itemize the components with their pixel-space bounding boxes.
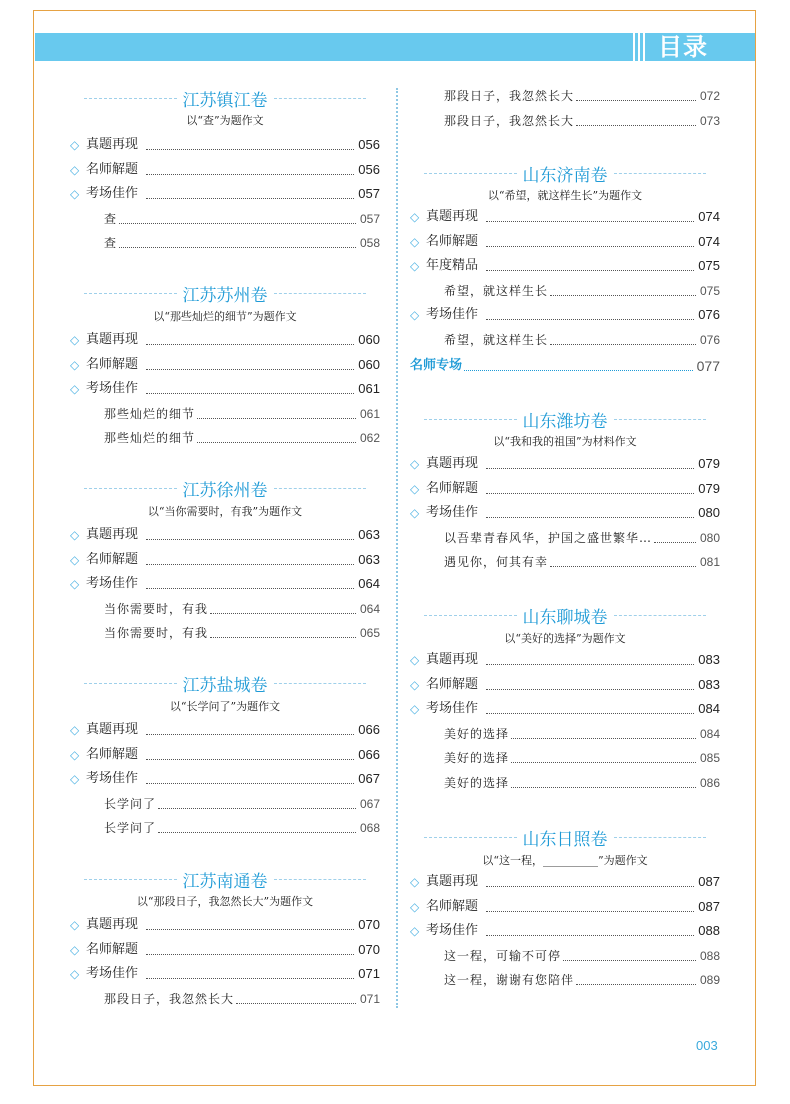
entry-label: 美好的选择	[444, 727, 510, 741]
dashed-rule	[84, 293, 177, 294]
diamond-outline-icon: ◇	[410, 482, 420, 496]
toc-entry[interactable]	[410, 453, 720, 475]
dot-leader	[146, 734, 354, 735]
entry-label: 那段日子，我忽然长大	[104, 992, 235, 1006]
section-subtitle: 以“我和我的祖国”为材料作文	[493, 435, 637, 448]
header-stripes	[633, 33, 653, 61]
entry-label: 名师解题	[426, 677, 479, 692]
dashed-rule	[274, 879, 367, 880]
section-title	[410, 407, 720, 431]
dashed-rule	[614, 173, 707, 174]
entry-label: 考场佳作	[426, 701, 479, 716]
diamond-outline-icon: ◇	[410, 235, 420, 249]
toc-entry[interactable]	[410, 920, 720, 942]
dot-leader	[146, 344, 354, 345]
entry-label: 考场佳作	[86, 576, 139, 591]
toc-entry[interactable]	[410, 255, 720, 277]
toc-subentry[interactable]	[70, 598, 380, 620]
entry-page-number: 060	[358, 332, 380, 347]
dot-leader	[146, 564, 354, 565]
entry-page-number: 060	[358, 357, 380, 372]
toc-entry[interactable]	[70, 719, 380, 741]
dashed-rule	[84, 488, 177, 489]
dot-leader	[146, 198, 354, 199]
dashed-rule	[274, 488, 367, 489]
entry-page-number: 064	[359, 602, 380, 616]
toc-subentry[interactable]	[410, 772, 720, 794]
dot-leader	[576, 984, 696, 985]
entry-label: 考场佳作	[426, 307, 479, 322]
section-subtitle: 以“这一程，__________”为题作文	[482, 854, 648, 867]
toc-entry[interactable]	[70, 939, 380, 961]
dot-leader	[146, 588, 354, 589]
diamond-outline-icon: ◇	[70, 358, 80, 372]
dot-leader	[119, 223, 356, 224]
entry-label: 美好的选择	[444, 776, 510, 790]
entry-label: 希望，就这样生长	[444, 333, 549, 347]
toc-entry[interactable]	[70, 524, 380, 546]
dot-leader	[146, 369, 354, 370]
dot-leader	[146, 393, 354, 394]
section-title	[410, 825, 720, 849]
diamond-outline-icon: ◇	[410, 506, 420, 520]
diamond-outline-icon: ◇	[410, 678, 420, 692]
entry-label: 真题再现	[426, 652, 479, 667]
entry-label: 真题再现	[86, 527, 139, 542]
diamond-outline-icon: ◇	[70, 918, 80, 932]
toc-subentry[interactable]	[410, 747, 720, 769]
toc-subentry[interactable]	[70, 622, 380, 644]
dot-leader	[486, 935, 694, 936]
toc-subentry[interactable]	[410, 551, 720, 573]
entry-page-number: 064	[358, 576, 380, 591]
dashed-rule	[424, 837, 517, 838]
toc-subentry[interactable]	[410, 329, 720, 351]
entry-page-number: 081	[699, 555, 720, 569]
entry-page-number: 084	[699, 727, 720, 741]
diamond-outline-icon: ◇	[410, 259, 420, 273]
section-title	[70, 867, 380, 891]
toc-entry[interactable]	[410, 478, 720, 500]
toc-entry[interactable]	[70, 378, 380, 400]
entry-page-number: 085	[699, 751, 720, 765]
toc-entry[interactable]	[70, 134, 380, 156]
diamond-outline-icon: ◇	[70, 138, 80, 152]
toc-subentry[interactable]	[70, 232, 380, 254]
dot-leader	[576, 100, 696, 101]
diamond-outline-icon: ◇	[70, 723, 80, 737]
diamond-outline-icon: ◇	[70, 748, 80, 762]
entry-page-number: 067	[358, 771, 380, 786]
toc-entry[interactable]	[70, 914, 380, 936]
entry-page-number: 087	[698, 899, 720, 914]
entry-page-number: 074	[698, 234, 720, 249]
entry-page-number: 072	[699, 89, 720, 103]
dot-leader	[197, 418, 356, 419]
dot-leader	[146, 783, 354, 784]
entry-page-number: 080	[699, 531, 720, 545]
toc-entry[interactable]	[70, 963, 380, 985]
toc-entry[interactable]	[410, 674, 720, 696]
toc-entry[interactable]	[410, 206, 720, 228]
section-title	[410, 603, 720, 627]
diamond-outline-icon: ◇	[410, 457, 420, 471]
toc-subentry[interactable]	[70, 208, 380, 230]
section-title	[410, 161, 720, 185]
entry-label: 希望，就这样生长	[444, 284, 549, 298]
dashed-rule	[274, 98, 367, 99]
toc-subentry[interactable]	[410, 527, 720, 549]
diamond-outline-icon: ◇	[410, 653, 420, 667]
entry-page-number: 067	[359, 797, 380, 811]
entry-label: 年度精品	[426, 258, 479, 273]
page-title: 目录	[658, 33, 708, 61]
entry-label: 那段日子，我忽然长大	[444, 89, 575, 103]
entry-page-number: 075	[698, 258, 720, 273]
diamond-outline-icon: ◇	[410, 900, 420, 914]
entry-page-number: 080	[698, 505, 720, 520]
entry-page-number: 061	[358, 381, 380, 396]
toc-subentry[interactable]	[410, 723, 720, 745]
entry-page-number: 089	[699, 973, 720, 987]
dot-leader	[146, 929, 354, 930]
dashed-rule	[424, 419, 517, 420]
entry-page-number: 070	[358, 942, 380, 957]
toc-entry[interactable]	[410, 231, 720, 253]
entry-label: 长学问了	[104, 821, 157, 835]
column-divider	[396, 88, 398, 1008]
entry-label: 查	[104, 212, 118, 226]
toc-subentry[interactable]	[410, 969, 720, 991]
dot-leader	[146, 978, 354, 979]
toc-entry[interactable]	[70, 159, 380, 181]
section-title	[70, 86, 380, 110]
toc-subentry[interactable]	[70, 988, 380, 1010]
toc-subentry[interactable]	[410, 85, 720, 107]
toc-entry[interactable]	[70, 744, 380, 766]
diamond-outline-icon: ◇	[70, 333, 80, 347]
footer-page-number: 003	[696, 1038, 718, 1053]
dot-leader	[486, 911, 694, 912]
dashed-rule	[614, 615, 707, 616]
dot-leader	[236, 1003, 356, 1004]
dot-leader	[563, 960, 696, 961]
toc-subentry[interactable]	[70, 427, 380, 449]
entry-label: 以吾辈青春风华，护国之盛世繁华…	[444, 531, 653, 545]
entry-label: 考场佳作	[86, 186, 139, 201]
dot-leader	[146, 149, 354, 150]
dot-leader	[550, 295, 696, 296]
entry-label: 考场佳作	[86, 381, 139, 396]
dot-leader	[486, 493, 694, 494]
toc-special-entry[interactable]	[410, 355, 720, 377]
entry-label: 名师解题	[426, 481, 479, 496]
entry-label: 这一程，谢谢有您陪伴	[444, 973, 575, 987]
entry-page-number: 079	[698, 481, 720, 496]
diamond-outline-icon: ◇	[70, 163, 80, 177]
entry-label: 当你需要时，有我	[104, 602, 209, 616]
toc-entry[interactable]	[410, 649, 720, 671]
section-subtitle: 以“希望，就这样生长”为题作文	[487, 189, 643, 202]
entry-label: 这一程，可输不可停	[444, 949, 562, 963]
entry-page-number: 063	[358, 527, 380, 542]
diamond-outline-icon: ◇	[70, 967, 80, 981]
entry-label: 真题再现	[426, 874, 479, 889]
dot-leader	[486, 221, 694, 222]
section-subtitle: 以“那段日子，我忽然长大”为题作文	[136, 895, 314, 908]
entry-page-number: 083	[698, 677, 720, 692]
toc-subentry[interactable]	[70, 403, 380, 425]
entry-page-number: 066	[358, 747, 380, 762]
entry-label: 考场佳作	[86, 771, 139, 786]
dot-leader	[511, 762, 696, 763]
entry-label: 那些灿烂的细节	[104, 407, 196, 421]
diamond-outline-icon: ◇	[410, 924, 420, 938]
entry-page-number: 063	[358, 552, 380, 567]
entry-label: 真题再现	[86, 137, 139, 152]
entry-page-number: 068	[359, 821, 380, 835]
toc-entry[interactable]	[410, 871, 720, 893]
section-name: 江苏徐州卷	[182, 480, 268, 501]
entry-label: 名师解题	[86, 357, 139, 372]
entry-page-number: 088	[698, 923, 720, 938]
toc-entry[interactable]	[70, 183, 380, 205]
entry-page-number: 073	[699, 114, 720, 128]
dot-leader	[511, 738, 696, 739]
dot-leader	[210, 613, 356, 614]
section-subtitle: 以“查”为题作文	[186, 114, 264, 127]
section-subtitle: 以“当你需要时，有我”为题作文	[147, 505, 303, 518]
toc-entry[interactable]	[70, 549, 380, 571]
toc-subentry[interactable]	[70, 793, 380, 815]
dashed-rule	[274, 683, 367, 684]
dot-leader	[486, 664, 694, 665]
section-name: 江苏南通卷	[182, 871, 268, 892]
dashed-rule	[84, 683, 177, 684]
diamond-outline-icon: ◇	[70, 577, 80, 591]
dot-leader	[486, 468, 694, 469]
entry-label: 那段日子，我忽然长大	[444, 114, 575, 128]
entry-page-number: 061	[359, 407, 380, 421]
entry-label: 考场佳作	[86, 966, 139, 981]
entry-page-number: 086	[699, 776, 720, 790]
entry-page-number: 087	[698, 874, 720, 889]
toc-entry[interactable]	[410, 304, 720, 326]
diamond-outline-icon: ◇	[410, 308, 420, 322]
dot-leader	[654, 542, 696, 543]
entry-label: 美好的选择	[444, 751, 510, 765]
entry-label: 真题再现	[426, 456, 479, 471]
entry-label: 名师解题	[426, 234, 479, 249]
toc-entry[interactable]	[70, 329, 380, 351]
dot-leader	[464, 370, 693, 371]
entry-label: 名师解题	[86, 552, 139, 567]
dot-leader	[576, 125, 696, 126]
section-name: 山东日照卷	[522, 829, 608, 850]
entry-page-number: 062	[359, 431, 380, 445]
section-subtitle: 以“那些灿烂的细节”为题作文	[153, 310, 297, 323]
entry-label: 长学问了	[104, 797, 157, 811]
entry-page-number: 057	[358, 186, 380, 201]
section-name: 江苏盐城卷	[182, 675, 268, 696]
dashed-rule	[614, 419, 707, 420]
entry-page-number: 071	[359, 992, 380, 1006]
dot-leader	[486, 319, 694, 320]
section-subtitle: 以“长学问了”为题作文	[169, 700, 281, 713]
dot-leader	[486, 886, 694, 887]
dashed-rule	[84, 98, 177, 99]
entry-page-number: 075	[699, 284, 720, 298]
section-title	[70, 671, 380, 695]
entry-page-number: 079	[698, 456, 720, 471]
section-name: 山东聊城卷	[522, 607, 608, 628]
section-title	[70, 281, 380, 305]
entry-label: 真题再现	[86, 332, 139, 347]
toc-subentry[interactable]	[410, 945, 720, 967]
entry-page-number: 058	[359, 236, 380, 250]
entry-label: 名师解题	[426, 899, 479, 914]
dot-leader	[158, 832, 356, 833]
entry-label: 真题再现	[86, 917, 139, 932]
dot-leader	[158, 808, 356, 809]
dot-leader	[511, 787, 696, 788]
entry-page-number: 084	[698, 701, 720, 716]
diamond-outline-icon: ◇	[70, 772, 80, 786]
diamond-outline-icon: ◇	[70, 528, 80, 542]
section-title	[70, 476, 380, 500]
dot-leader	[486, 517, 694, 518]
section-name: 江苏镇江卷	[182, 90, 268, 111]
section-name: 山东潍坊卷	[522, 411, 608, 432]
entry-label: 查	[104, 236, 118, 250]
diamond-outline-icon: ◇	[70, 943, 80, 957]
special-label: 名师专场	[410, 358, 463, 373]
dot-leader	[550, 344, 696, 345]
entry-page-number: 065	[359, 626, 380, 640]
diamond-outline-icon: ◇	[70, 187, 80, 201]
entry-page-number: 074	[698, 209, 720, 224]
diamond-outline-icon: ◇	[70, 382, 80, 396]
diamond-outline-icon: ◇	[410, 210, 420, 224]
entry-page-number: 076	[698, 307, 720, 322]
toc-subentry[interactable]	[410, 110, 720, 132]
entry-label: 名师解题	[86, 942, 139, 957]
entry-page-number: 088	[699, 949, 720, 963]
entry-label: 遇见你，何其有幸	[444, 555, 549, 569]
dashed-rule	[84, 879, 177, 880]
entry-label: 真题再现	[426, 209, 479, 224]
diamond-outline-icon: ◇	[410, 875, 420, 889]
diamond-outline-icon: ◇	[70, 553, 80, 567]
dashed-rule	[424, 173, 517, 174]
toc-entry[interactable]	[410, 698, 720, 720]
section-subtitle: 以“美好的选择”为题作文	[504, 632, 626, 645]
dot-leader	[146, 539, 354, 540]
dot-leader	[486, 689, 694, 690]
entry-page-number: 070	[358, 917, 380, 932]
dot-leader	[486, 713, 694, 714]
dot-leader	[197, 442, 356, 443]
dot-leader	[486, 270, 694, 271]
entry-label: 考场佳作	[426, 923, 479, 938]
toc-entry[interactable]	[70, 354, 380, 376]
toc-entry[interactable]	[410, 502, 720, 524]
dot-leader	[210, 637, 356, 638]
entry-page-number: 066	[358, 722, 380, 737]
toc-entry[interactable]	[410, 896, 720, 918]
entry-page-number: 056	[358, 137, 380, 152]
dot-leader	[119, 247, 356, 248]
entry-page-number: 083	[698, 652, 720, 667]
toc-entry[interactable]	[70, 768, 380, 790]
entry-label: 考场佳作	[426, 505, 479, 520]
dashed-rule	[614, 837, 707, 838]
toc-subentry[interactable]	[70, 817, 380, 839]
toc-entry[interactable]	[70, 573, 380, 595]
entry-label: 名师解题	[86, 162, 139, 177]
toc-subentry[interactable]	[410, 280, 720, 302]
entry-label: 真题再现	[86, 722, 139, 737]
entry-label: 名师解题	[86, 747, 139, 762]
entry-label: 那些灿烂的细节	[104, 431, 196, 445]
entry-page-number: 057	[359, 212, 380, 226]
dot-leader	[146, 174, 354, 175]
dot-leader	[486, 246, 694, 247]
dot-leader	[550, 566, 696, 567]
dot-leader	[146, 759, 354, 760]
dashed-rule	[274, 293, 367, 294]
entry-page-number: 071	[358, 966, 380, 981]
entry-page-number: 076	[699, 333, 720, 347]
entry-page-number: 056	[358, 162, 380, 177]
diamond-outline-icon: ◇	[410, 702, 420, 716]
entry-label: 当你需要时，有我	[104, 626, 209, 640]
section-name: 山东济南卷	[522, 165, 608, 186]
special-page-number: 077	[696, 358, 720, 374]
dashed-rule	[424, 615, 517, 616]
dot-leader	[146, 954, 354, 955]
section-name: 江苏苏州卷	[182, 285, 268, 306]
